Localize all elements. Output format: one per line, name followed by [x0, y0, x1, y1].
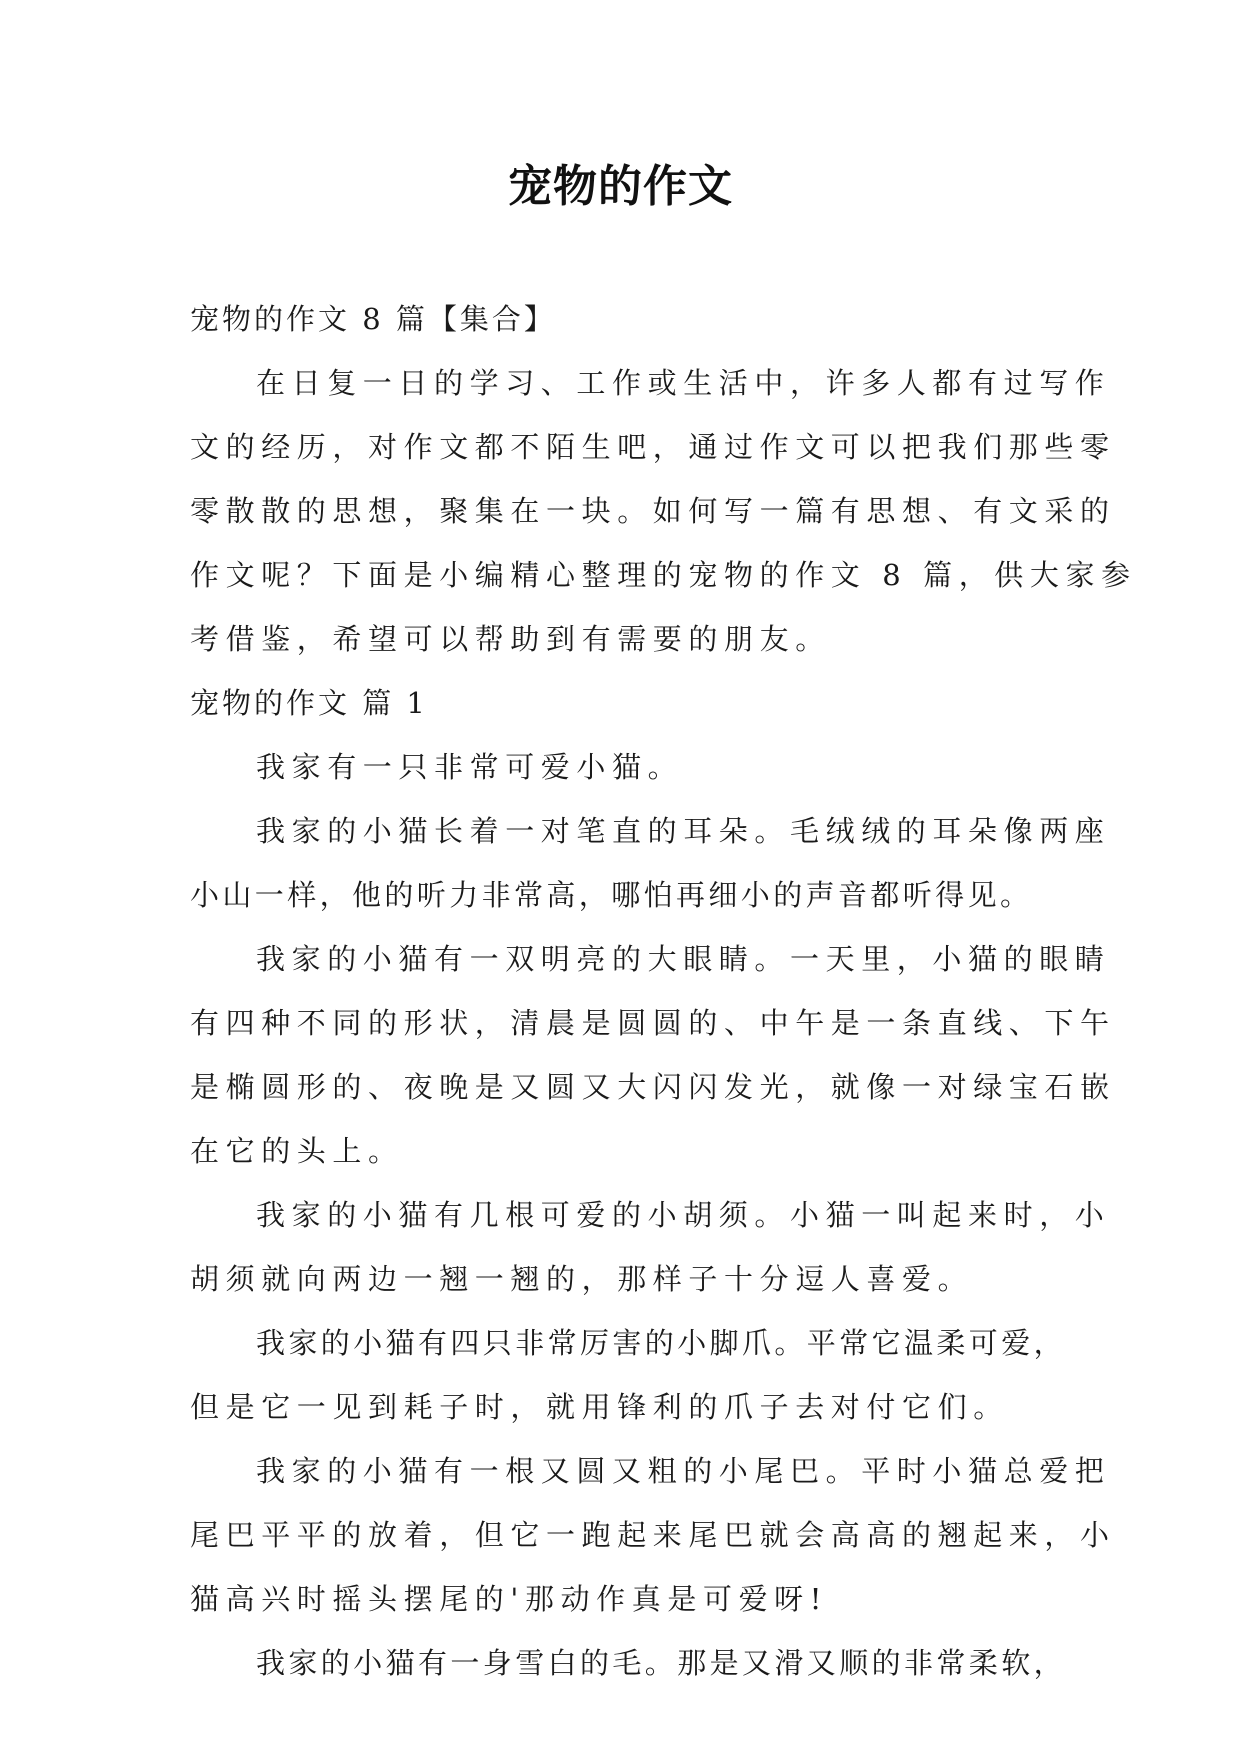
paragraph-line: 作文呢？下面是小编精心整理的宠物的作文 8 篇，供大家参: [190, 558, 1137, 592]
paragraph-line: 小山一样，他的听力非常高，哪怕再细小的声音都听得见。: [190, 878, 1033, 912]
paragraph-line: 胡须就向两边一翘一翘的，那样子十分逗人喜爱。: [190, 1262, 974, 1296]
paragraph-line: 在它的头上。: [190, 1134, 404, 1168]
paragraph-line: 我家的小猫有四只非常厉害的小脚爪。平常它温柔可爱，: [256, 1326, 1067, 1360]
paragraph-line: 我家有一只非常可爱小猫。: [256, 750, 684, 784]
document-body: [190, 287, 1137, 1695]
paragraph-line: 我家的小猫有一根又圆又粗的小尾巴。平时小猫总爱把: [256, 1454, 1111, 1488]
section-heading: 宠物的作文 篇 1: [190, 686, 428, 720]
paragraph-line: 但是它一见到耗子时，就用锋利的爪子去对付它们。: [190, 1390, 1009, 1424]
paragraph-line: 在日复一日的学习、工作或生活中，许多人都有过写作: [256, 366, 1111, 400]
subtitle-line: 宠物的作文 8 篇【集合】: [190, 302, 556, 336]
paragraph-line: 猫高兴时摇头摆尾的'那动作真是可爱呀!: [190, 1582, 829, 1616]
paragraph-line: 我家的小猫有一身雪白的毛。那是又滑又顺的非常柔软，: [256, 1646, 1067, 1680]
paragraph-line: 我家的小猫有几根可爱的小胡须。小猫一叫起来时，小: [256, 1198, 1111, 1232]
paragraph-line: 零散散的思想，聚集在一块。如何写一篇有思想、有文采的: [190, 494, 1116, 528]
document-title: 宠物的作文: [508, 161, 733, 212]
paragraph-line: 考借鉴，希望可以帮助到有需要的朋友。: [190, 622, 831, 656]
paragraph-line: 我家的小猫长着一对笔直的耳朵。毛绒绒的耳朵像两座: [256, 814, 1111, 848]
paragraph-line: 有四种不同的形状，清晨是圆圆的、中午是一条直线、下午: [190, 1006, 1116, 1040]
paragraph-line: 是椭圆形的、夜晚是又圆又大闪闪发光，就像一对绿宝石嵌: [190, 1070, 1116, 1104]
paragraph-line: 我家的小猫有一双明亮的大眼睛。一天里，小猫的眼睛: [256, 942, 1111, 976]
paragraph-line: 文的经历，对作文都不陌生吧，通过作文可以把我们那些零: [190, 430, 1116, 464]
paragraph-line: 尾巴平平的放着，但它一跑起来尾巴就会高高的翘起来，小: [190, 1518, 1116, 1552]
